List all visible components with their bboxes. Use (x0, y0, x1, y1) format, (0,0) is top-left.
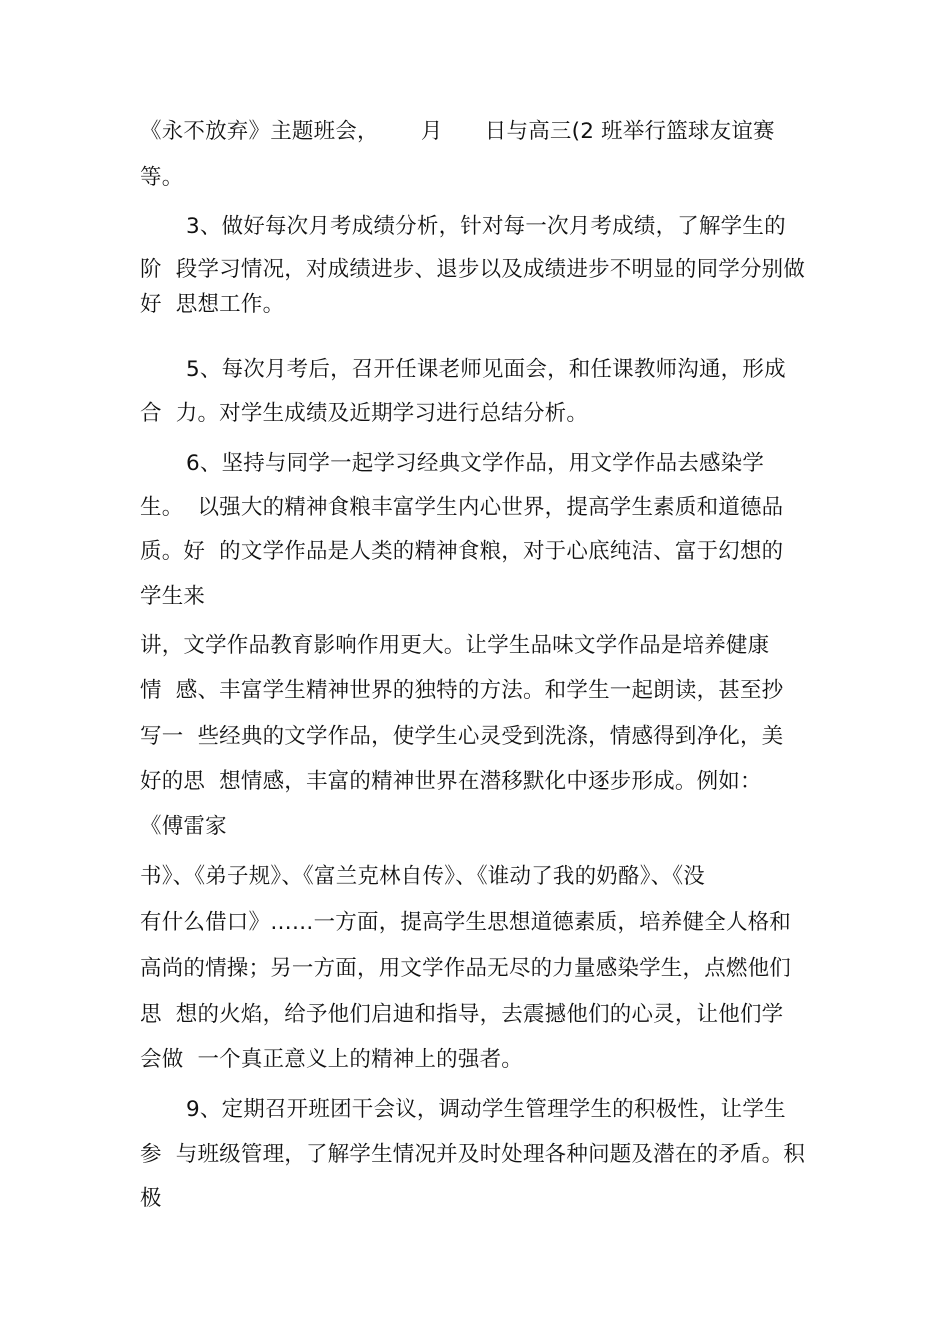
paragraph-line: 学生来 (140, 584, 206, 609)
paragraph-line: 会做 一个真正意义上的精神上的强者。 (140, 1047, 523, 1072)
paragraph-line: 情 感、丰富学生精神世界的独特的方法。和学生一起朗读，甚至抄 (140, 678, 784, 703)
paragraph-line: 等。 (140, 165, 184, 190)
paragraph-line: 极 (140, 1186, 162, 1211)
paragraph-line: 6、坚持与同学一起学习经典文学作品，用文学作品去感染学 (186, 451, 765, 476)
paragraph-line: 好的思 想情感，丰富的精神世界在潜移默化中逐步形成。例如： (140, 769, 762, 794)
paragraph-line: 好 思想工作。 (140, 292, 285, 317)
paragraph-line: 阶 段学习情况，对成绩进步、退步以及成绩进步不明显的同学分别做 (140, 257, 806, 282)
paragraph-line: 《傅雷家 (140, 814, 227, 839)
paragraph-line: 写一 些经典的文学作品，使学生心灵受到洗涤，情感得到净化，美 (140, 724, 784, 749)
paragraph-line: 讲，文学作品教育影响作用更大。让学生品味文学作品是培养健康 (140, 633, 770, 658)
paragraph-line: 《永不放弃》主题班会， 月 日与高三(2 班举行篮球友谊赛 (140, 119, 775, 144)
paragraph-line: 书》、《弟子规》、《富兰克林自传》、《谁动了我的奶酪》、《没 (140, 864, 706, 889)
paragraph-line: 5、每次月考后，召开任课老师见面会，和任课教师沟通，形成 (186, 357, 786, 382)
paragraph-line: 合 力。对学生成绩及近期学习进行总结分析。 (140, 401, 589, 426)
paragraph-line: 有什么借口》……一方面，提高学生思想道德素质，培养健全人格和 (140, 910, 792, 935)
paragraph-line: 思 想的火焰，给予他们启迪和指导，去震撼他们的心灵，让他们学 (140, 1002, 784, 1027)
paragraph-line: 9、定期召开班团干会议，调动学生管理学生的积极性，让学生 (186, 1097, 786, 1122)
paragraph-line: 质。好 的文学作品是人类的精神食粮，对于心底纯洁、富于幻想的 (140, 539, 784, 564)
paragraph-line: 3、做好每次月考成绩分析，针对每一次月考成绩，了解学生的 (186, 214, 786, 239)
paragraph-line: 高尚的情操；另一方面，用文学作品无尽的力量感染学生，点燃他们 (140, 956, 792, 981)
paragraph-line: 参 与班级管理，了解学生情况并及时处理各种问题及潜在的矛盾。积 (140, 1142, 806, 1167)
paragraph-line: 生。 以强大的精神食粮丰富学生内心世界，提高学生素质和道德品 (140, 495, 784, 520)
